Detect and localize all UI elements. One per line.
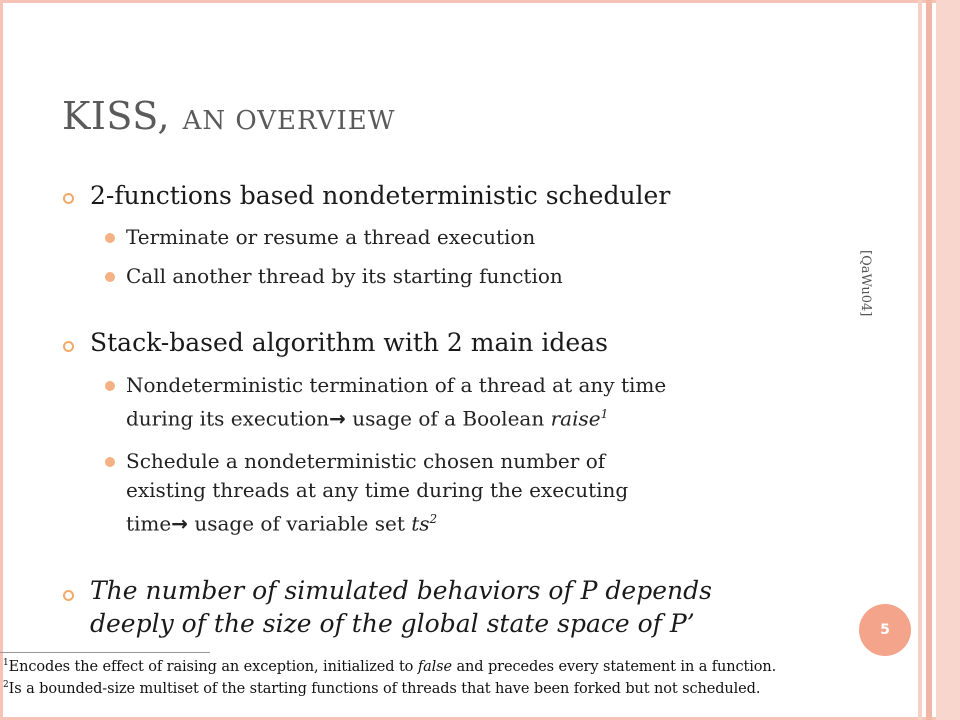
right-arrow-icon: → <box>171 511 188 536</box>
dot-bullet-icon <box>105 457 115 467</box>
footnote-ref: 2 <box>429 512 438 526</box>
ts-variable: ts <box>411 511 430 536</box>
bullet-line: The number of simulated behaviors of P depends <box>90 576 712 605</box>
dot-bullet-icon <box>105 233 115 243</box>
circle-bullet-icon <box>63 590 74 601</box>
footnote-1: $^1$Encodes the effect of raising an exception, initialized to false and precedes every statement in a function. <box>3 658 777 675</box>
decorative-stripe <box>926 0 932 720</box>
sub-bullet-text <box>126 371 666 434</box>
sub-bullet-text: Terminate or resume a thread execution <box>126 225 536 249</box>
circle-bullet-icon <box>63 341 74 352</box>
sub-bullet-line: time <box>126 511 172 536</box>
slide-title: KISS, AN OVERVIEW <box>62 94 396 138</box>
page-number: 5 <box>880 622 890 638</box>
footnote-ref: 1 <box>600 407 609 421</box>
bullet-text: Stack-based algorithm with 2 main ideas <box>90 328 608 357</box>
dot-bullet-icon <box>105 381 115 391</box>
sub-bullet-line: usage of variable set <box>188 511 412 536</box>
slide-frame-top <box>0 0 960 3</box>
raise-variable: raise <box>550 406 601 431</box>
sub-bullet-line: Schedule a nondeterministic chosen number of <box>126 449 606 473</box>
decorative-stripe <box>936 0 960 720</box>
sub-bullet-text <box>126 447 628 539</box>
bullet-line: deeply of the size of the global state space of P’ <box>90 609 695 638</box>
bullet-text: 2-functions based nondeterministic scheduler <box>90 181 671 210</box>
sub-bullet-line: existing threads at any time during the executing <box>126 478 629 502</box>
decorative-stripe <box>918 0 922 720</box>
bullet-text-italic <box>90 574 712 640</box>
side-citation: [QaWu04] <box>858 250 873 317</box>
right-arrow-icon: → <box>329 406 346 431</box>
sub-bullet-line: during its execution <box>126 406 330 431</box>
sub-bullet-text: Call another thread by its starting function <box>126 264 563 288</box>
footnote-rule <box>0 652 210 653</box>
page-number-badge <box>859 604 911 656</box>
footnote-2: $^2$Is a bounded-size multiset of the starting functions of threads that have been forked but not scheduled. <box>3 680 761 697</box>
circle-bullet-icon <box>63 193 74 204</box>
sub-bullet-line: usage of a Boolean <box>345 406 551 431</box>
dot-bullet-icon <box>105 272 115 282</box>
sub-bullet-line: Nondeterministic termination of a thread at any time <box>126 373 667 397</box>
slide-frame-left <box>0 0 3 720</box>
